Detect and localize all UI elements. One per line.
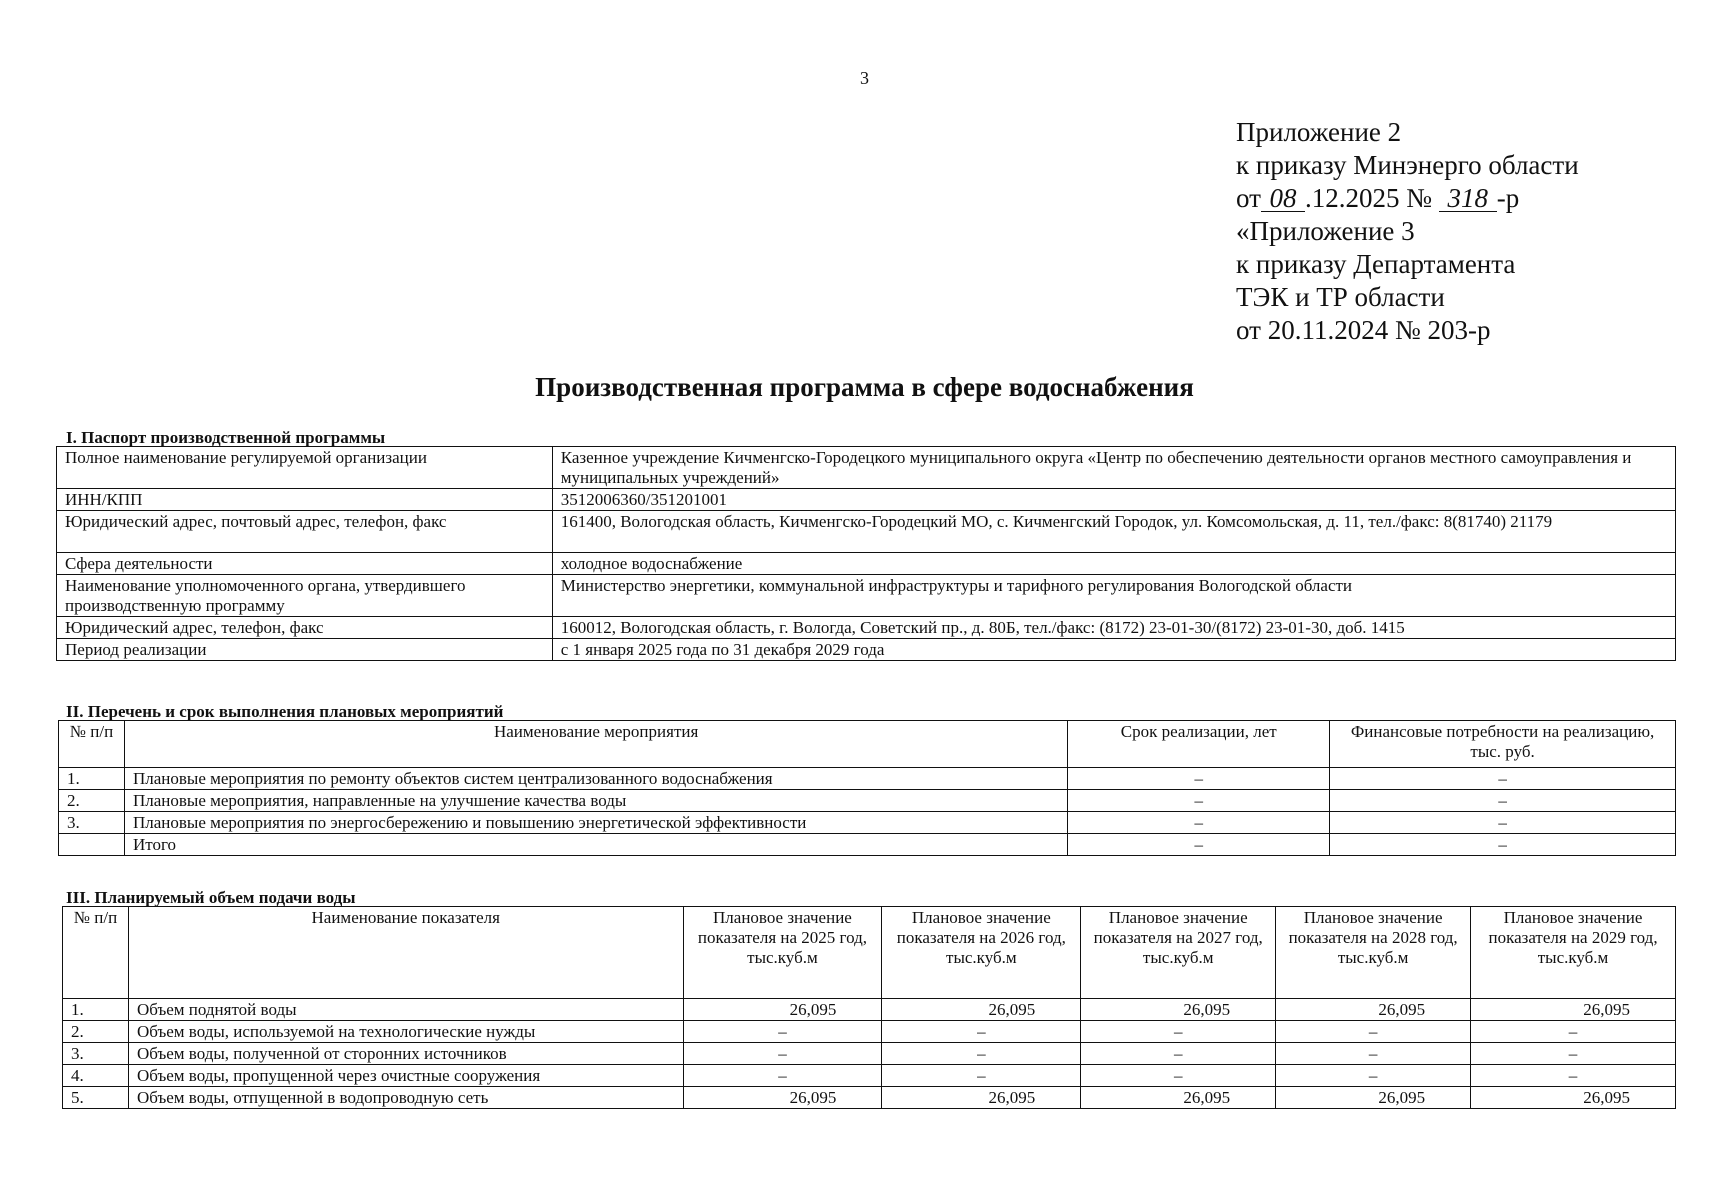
annex-line-6: ТЭК и ТР области <box>1236 282 1445 312</box>
annex-line-7: от 20.11.2024 № 203-р <box>1236 315 1491 345</box>
measure-finance: – <box>1330 834 1676 856</box>
measure-term: – <box>1068 768 1330 790</box>
indicator-value: 26,095 <box>1276 999 1471 1021</box>
annex-date-mid: .12.2025 № <box>1304 183 1432 213</box>
indicator-name: Объем поднятой воды <box>128 999 683 1021</box>
indicator-value: 26,095 <box>683 1087 882 1109</box>
header-year-2026: Плановое значение показателя на 2026 год, тыс.куб.м <box>882 907 1081 999</box>
indicator-value: – <box>1081 1043 1276 1065</box>
measure-name: Плановые мероприятия по ремонту объектов систем централизованного водоснабжения <box>124 768 1067 790</box>
indicator-name: Объем воды, полученной от сторонних источников <box>128 1043 683 1065</box>
indicator-value: 26,095 <box>882 1087 1081 1109</box>
passport-value: Министерство энергетики, коммунальной инфраструктуры и тарифного регулирования Вологодской области <box>552 575 1675 617</box>
annex-line-3 <box>1236 182 1579 215</box>
annex-date-prefix: от <box>1236 183 1261 213</box>
passport-value: 3512006360/351201001 <box>552 489 1675 511</box>
measure-finance: – <box>1330 812 1676 834</box>
indicator-num: 1. <box>63 999 129 1021</box>
header-year-2027: Плановое значение показателя на 2027 год, тыс.куб.м <box>1081 907 1276 999</box>
document-title: Производственная программа в сфере водоснабжения <box>535 372 1194 402</box>
indicator-value: – <box>1471 1043 1676 1065</box>
measure-finance: – <box>1330 790 1676 812</box>
header-num: № п/п <box>63 907 129 999</box>
header-year-2029: Плановое значение показателя на 2029 год, тыс.куб.м <box>1471 907 1676 999</box>
indicator-value: – <box>683 1043 882 1065</box>
water-row <box>63 1043 1676 1065</box>
measure-finance: – <box>1330 768 1676 790</box>
measure-name: Плановые мероприятия, направленные на улучшение качества воды <box>124 790 1067 812</box>
passport-row <box>57 511 1676 553</box>
section2-heading: II. Перечень и срок выполнения плановых мероприятий <box>66 702 504 721</box>
passport-value: холодное водоснабжение <box>552 553 1675 575</box>
measure-num: 3. <box>59 812 125 834</box>
passport-label: Юридический адрес, телефон, факс <box>57 617 553 639</box>
passport-row <box>57 639 1676 661</box>
header-year-2025: Плановое значение показателя на 2025 год, тыс.куб.м <box>683 907 882 999</box>
passport-row <box>57 553 1676 575</box>
measure-num: 2. <box>59 790 125 812</box>
header-term: Срок реализации, лет <box>1068 721 1330 768</box>
indicator-value: 26,095 <box>1081 1087 1276 1109</box>
page-number: 3 <box>860 68 869 88</box>
indicator-value: – <box>882 1065 1081 1087</box>
section3-heading: III. Планируемый объем подачи воды <box>66 888 356 907</box>
header-measure-name: Наименование мероприятия <box>124 721 1067 768</box>
indicator-value: – <box>1276 1043 1471 1065</box>
water-row <box>63 999 1676 1021</box>
indicator-value: – <box>882 1021 1081 1043</box>
indicator-value: – <box>1276 1065 1471 1087</box>
measure-row <box>59 768 1676 790</box>
measures-table <box>58 720 1676 856</box>
measure-term: – <box>1068 790 1330 812</box>
indicator-num: 3. <box>63 1043 129 1065</box>
passport-label: Сфера деятельности <box>57 553 553 575</box>
indicator-value: – <box>1471 1065 1676 1087</box>
passport-label: Полное наименование регулируемой организации <box>57 447 553 489</box>
measures-header-row <box>59 721 1676 768</box>
passport-table <box>56 446 1676 661</box>
indicator-value: – <box>683 1021 882 1043</box>
measure-row <box>59 834 1676 856</box>
passport-row <box>57 489 1676 511</box>
passport-value: 160012, Вологодская область, г. Вологда, Советский пр., д. 80Б, тел./факс: (8172) 23-01-30/(8172) 23-01-30, доб. 1415 <box>552 617 1675 639</box>
passport-label: Юридический адрес, почтовый адрес, телефон, факс <box>57 511 553 553</box>
indicator-value: 26,095 <box>1276 1087 1471 1109</box>
passport-value: 161400, Вологодская область, Кичменгско-Городецкий МО, с. Кичменгский Городок, ул. Комсомольская, д. 11, тел./факс: 8(81740) 21179 <box>552 511 1675 553</box>
passport-row <box>57 575 1676 617</box>
measure-term: – <box>1068 834 1330 856</box>
section1-heading: I. Паспорт производственной программы <box>66 428 386 447</box>
water-row <box>63 1065 1676 1087</box>
indicator-value: 26,095 <box>1471 1087 1676 1109</box>
measure-row <box>59 790 1676 812</box>
header-finance: Финансовые потребности на реализацию, тыс. руб. <box>1330 721 1676 768</box>
annex-order-suffix: -р <box>1496 183 1520 213</box>
indicator-name: Объем воды, пропущенной через очистные сооружения <box>128 1065 683 1087</box>
passport-row <box>57 617 1676 639</box>
indicator-value: – <box>1276 1021 1471 1043</box>
indicator-value: – <box>683 1065 882 1087</box>
measure-num: 1. <box>59 768 125 790</box>
indicator-num: 5. <box>63 1087 129 1109</box>
indicator-value: 26,095 <box>683 999 882 1021</box>
annex-line-2: к приказу Минэнерго области <box>1236 150 1579 180</box>
indicator-value: – <box>882 1043 1081 1065</box>
measure-term: – <box>1068 812 1330 834</box>
indicator-value: – <box>1471 1021 1676 1043</box>
indicator-value: – <box>1081 1021 1276 1043</box>
indicator-num: 4. <box>63 1065 129 1087</box>
indicator-name: Объем воды, используемой на технологические нужды <box>128 1021 683 1043</box>
measure-name: Итого <box>124 834 1067 856</box>
measure-row <box>59 812 1676 834</box>
indicator-name: Объем воды, отпущенной в водопроводную сеть <box>128 1087 683 1109</box>
annex-line-1: Приложение 2 <box>1236 117 1402 147</box>
water-supply-table <box>62 906 1676 1109</box>
indicator-value: 26,095 <box>1081 999 1276 1021</box>
annex-block <box>1236 116 1579 347</box>
passport-row <box>57 447 1676 489</box>
annex-line-4: «Приложение 3 <box>1236 216 1415 246</box>
annex-line-5: к приказу Департамента <box>1236 249 1516 279</box>
header-num: № п/п <box>59 721 125 768</box>
handwritten-order-number: 318 <box>1439 185 1497 212</box>
passport-label: ИНН/КПП <box>57 489 553 511</box>
header-year-2028: Плановое значение показателя на 2028 год, тыс.куб.м <box>1276 907 1471 999</box>
indicator-value: 26,095 <box>882 999 1081 1021</box>
passport-label: Наименование уполномоченного органа, утвердившего производственную программу <box>57 575 553 617</box>
handwritten-day: 08 <box>1261 185 1305 212</box>
indicator-value: 26,095 <box>1471 999 1676 1021</box>
water-header-row <box>63 907 1676 999</box>
water-row <box>63 1021 1676 1043</box>
indicator-value: – <box>1081 1065 1276 1087</box>
passport-label: Период реализации <box>57 639 553 661</box>
passport-value: Казенное учреждение Кичменгско-Городецкого муниципального округа «Центр по обеспечению деятельности органов местного самоуправления и муниципальных учреждений» <box>552 447 1675 489</box>
passport-value: с 1 января 2025 года по 31 декабря 2029 года <box>552 639 1675 661</box>
water-row <box>63 1087 1676 1109</box>
measure-name: Плановые мероприятия по энергосбережению и повышению энергетической эффективности <box>124 812 1067 834</box>
measure-num <box>59 834 125 856</box>
indicator-num: 2. <box>63 1021 129 1043</box>
header-indicator-name: Наименование показателя <box>128 907 683 999</box>
